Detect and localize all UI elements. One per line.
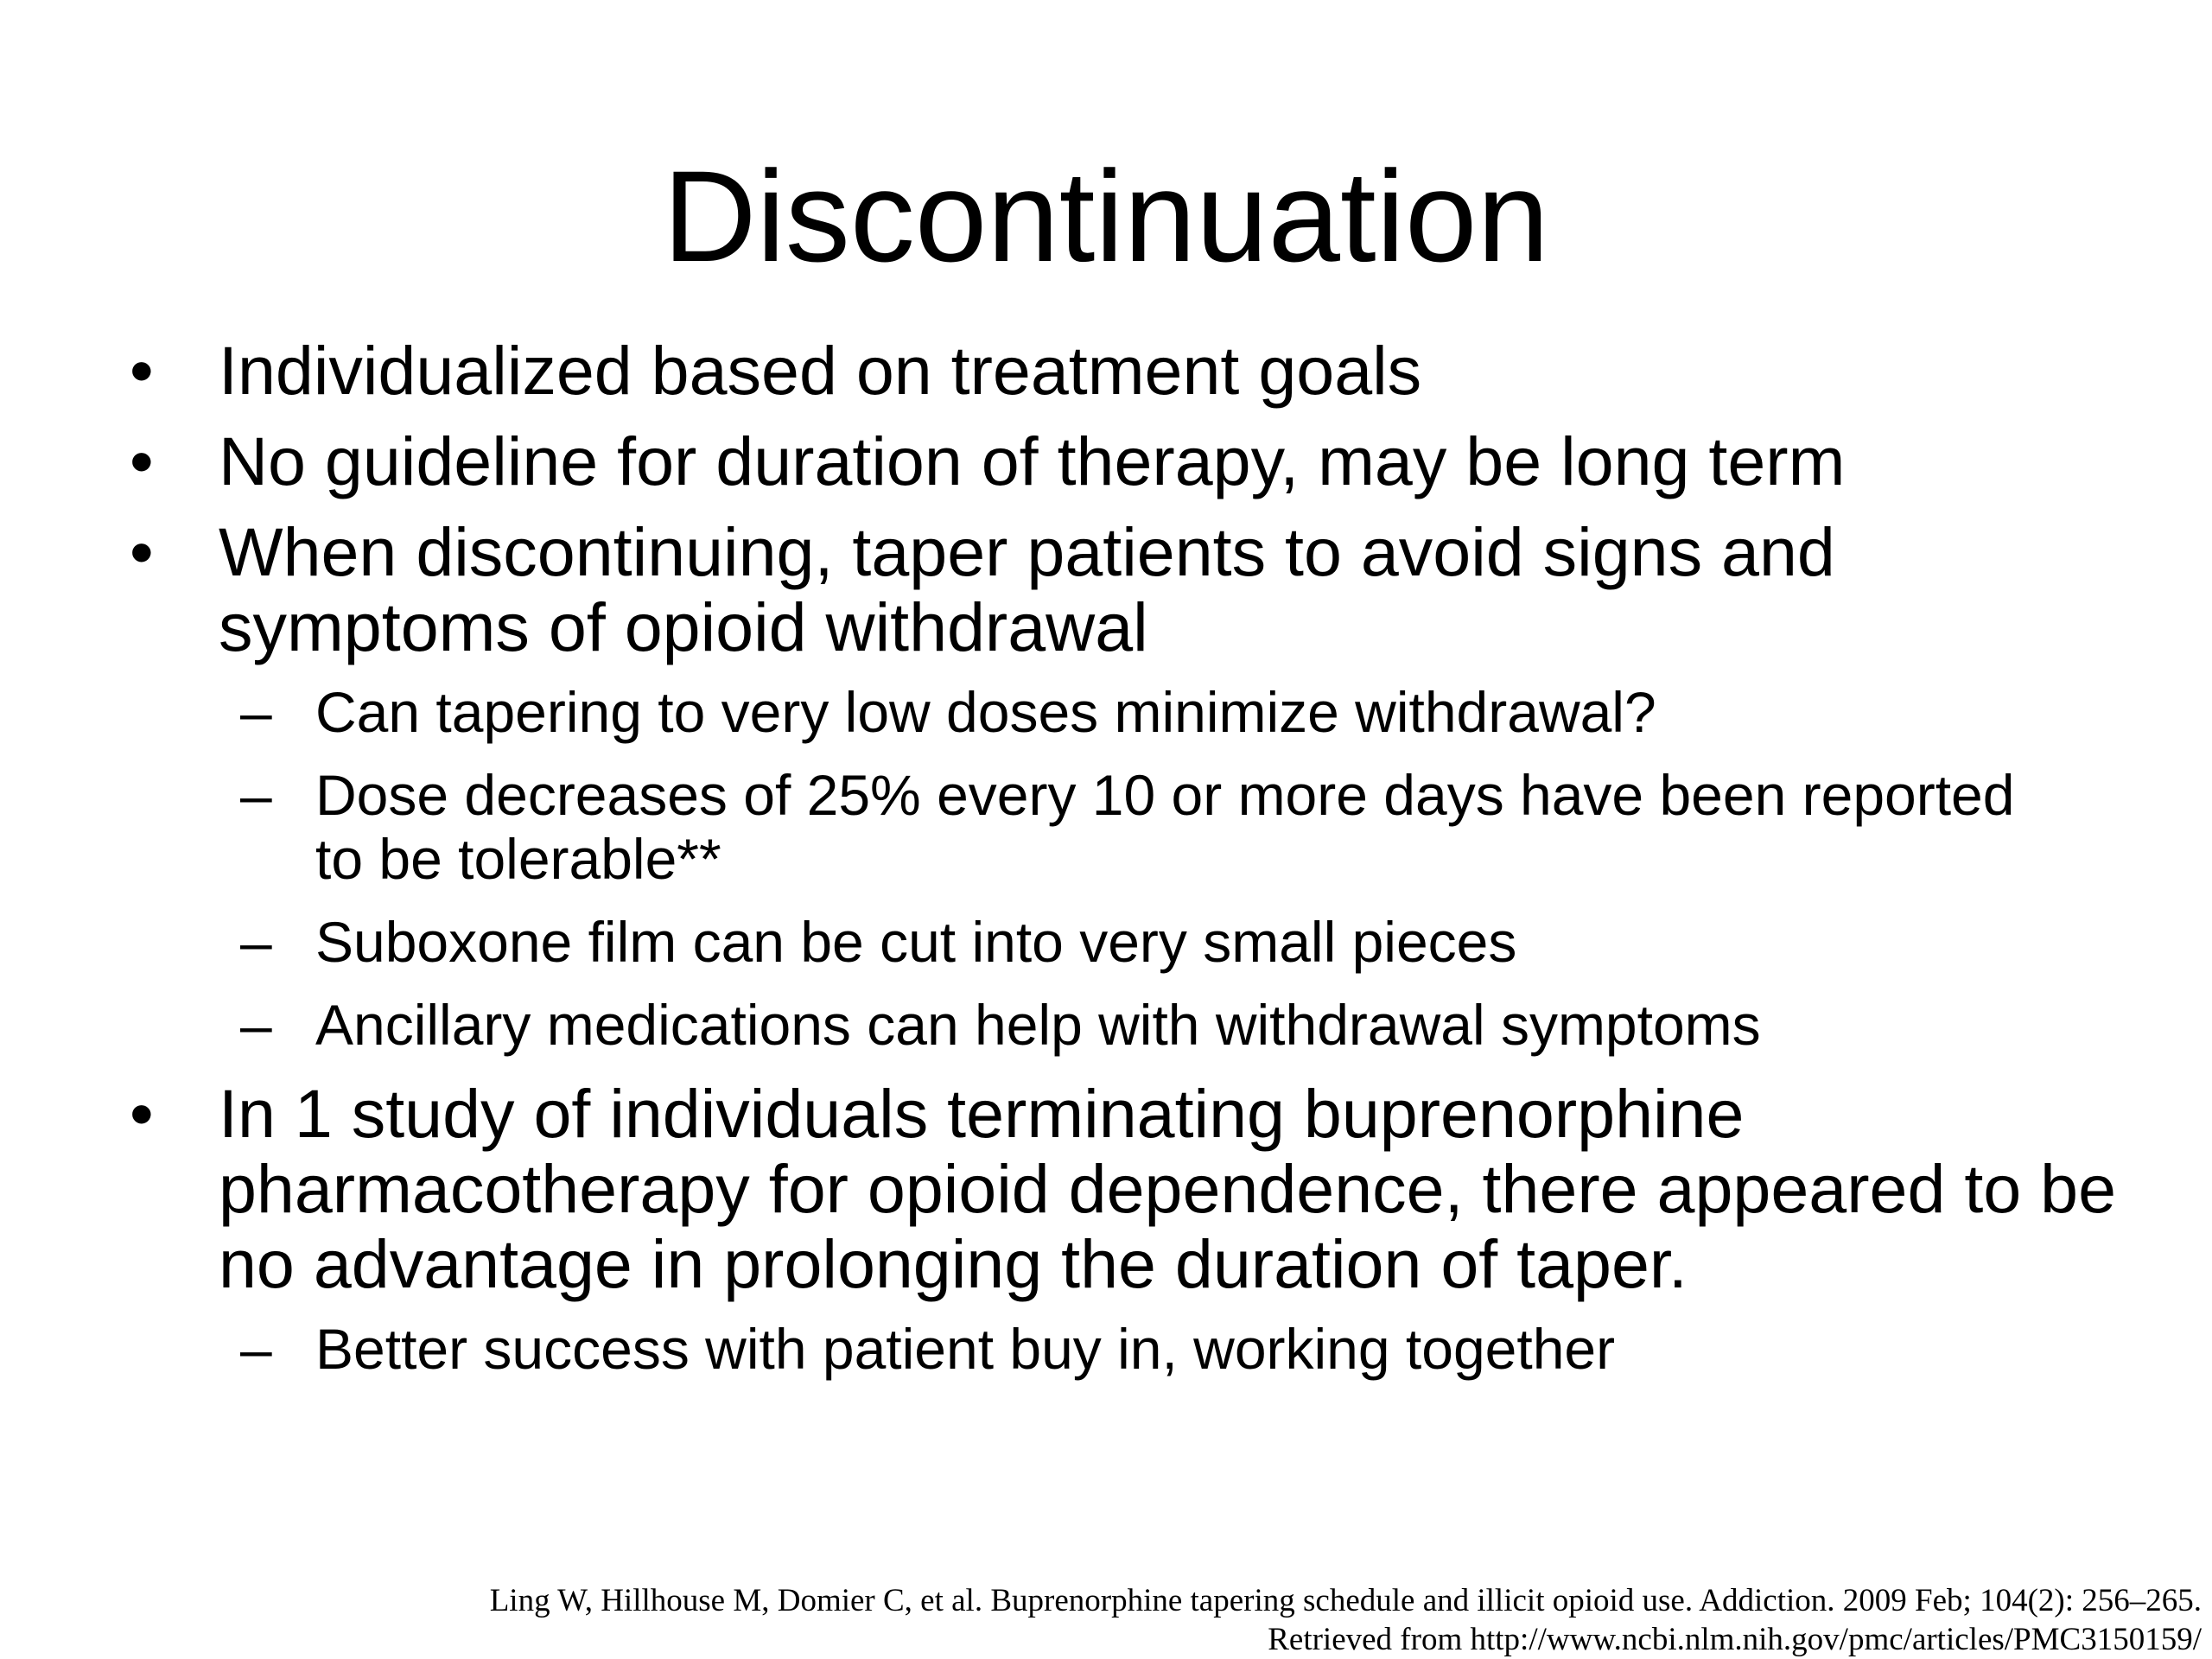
- sub-text: Suboxone film can be cut into very small pieces: [315, 910, 1517, 974]
- slide-title: Discontinuation: [663, 143, 1549, 289]
- dash-icon: –: [240, 763, 272, 827]
- bullet-text: Individualized based on treatment goals: [219, 332, 1422, 409]
- sub-item: [130, 910, 2100, 974]
- bullet-item: [130, 1076, 2145, 1301]
- bullet-item: [130, 333, 2100, 408]
- bullet-item: [130, 514, 2016, 664]
- bullet-icon: •: [130, 1075, 154, 1152]
- bullet-text: When discontinuing, taper patients to avoid signs and symptoms of opioid withdrawal: [219, 513, 1835, 665]
- bullet-text: In 1 study of individuals terminating buprenorphine pharmacotherapy for opioid dependence, there appeared to be no advantage in prolonging the duration of taper.: [219, 1075, 2117, 1302]
- sub-text: Better success with patient buy in, working together: [315, 1317, 1616, 1381]
- citation: [490, 1581, 2202, 1659]
- sub-item: [130, 680, 2100, 744]
- dash-icon: –: [240, 1317, 272, 1381]
- bullet-text: No guideline for duration of therapy, may be long term: [219, 423, 1846, 499]
- citation-url-line: Retrieved from http://www.ncbi.nlm.nih.gov/pmc/articles/PMC3150159/: [1268, 1622, 2202, 1657]
- citation-line: Ling W, Hillhouse M, Domier C, et al. Buprenorphine tapering schedule and illicit opioid use. Addiction. 2009 Feb; 104(2): 256–265.: [489, 1583, 2202, 1618]
- slide-content: [130, 332, 2117, 1400]
- bullet-icon: •: [130, 332, 154, 409]
- sub-item: [130, 993, 2100, 1057]
- dash-icon: –: [240, 910, 272, 974]
- sub-text: Can tapering to very low doses minimize withdrawal?: [315, 680, 1656, 744]
- sub-item: [130, 1317, 2100, 1381]
- dash-icon: –: [240, 680, 272, 744]
- sub-item: [130, 763, 2026, 891]
- dash-icon: –: [240, 993, 272, 1057]
- sub-text: Ancillary medications can help with withdrawal symptoms: [315, 993, 1761, 1057]
- bullet-icon: •: [130, 513, 154, 590]
- bullet-icon: •: [130, 423, 154, 499]
- sub-text: Dose decreases of 25% every 10 or more days have been reported to be tolerable**: [315, 763, 2015, 891]
- bullet-item: [130, 423, 2100, 499]
